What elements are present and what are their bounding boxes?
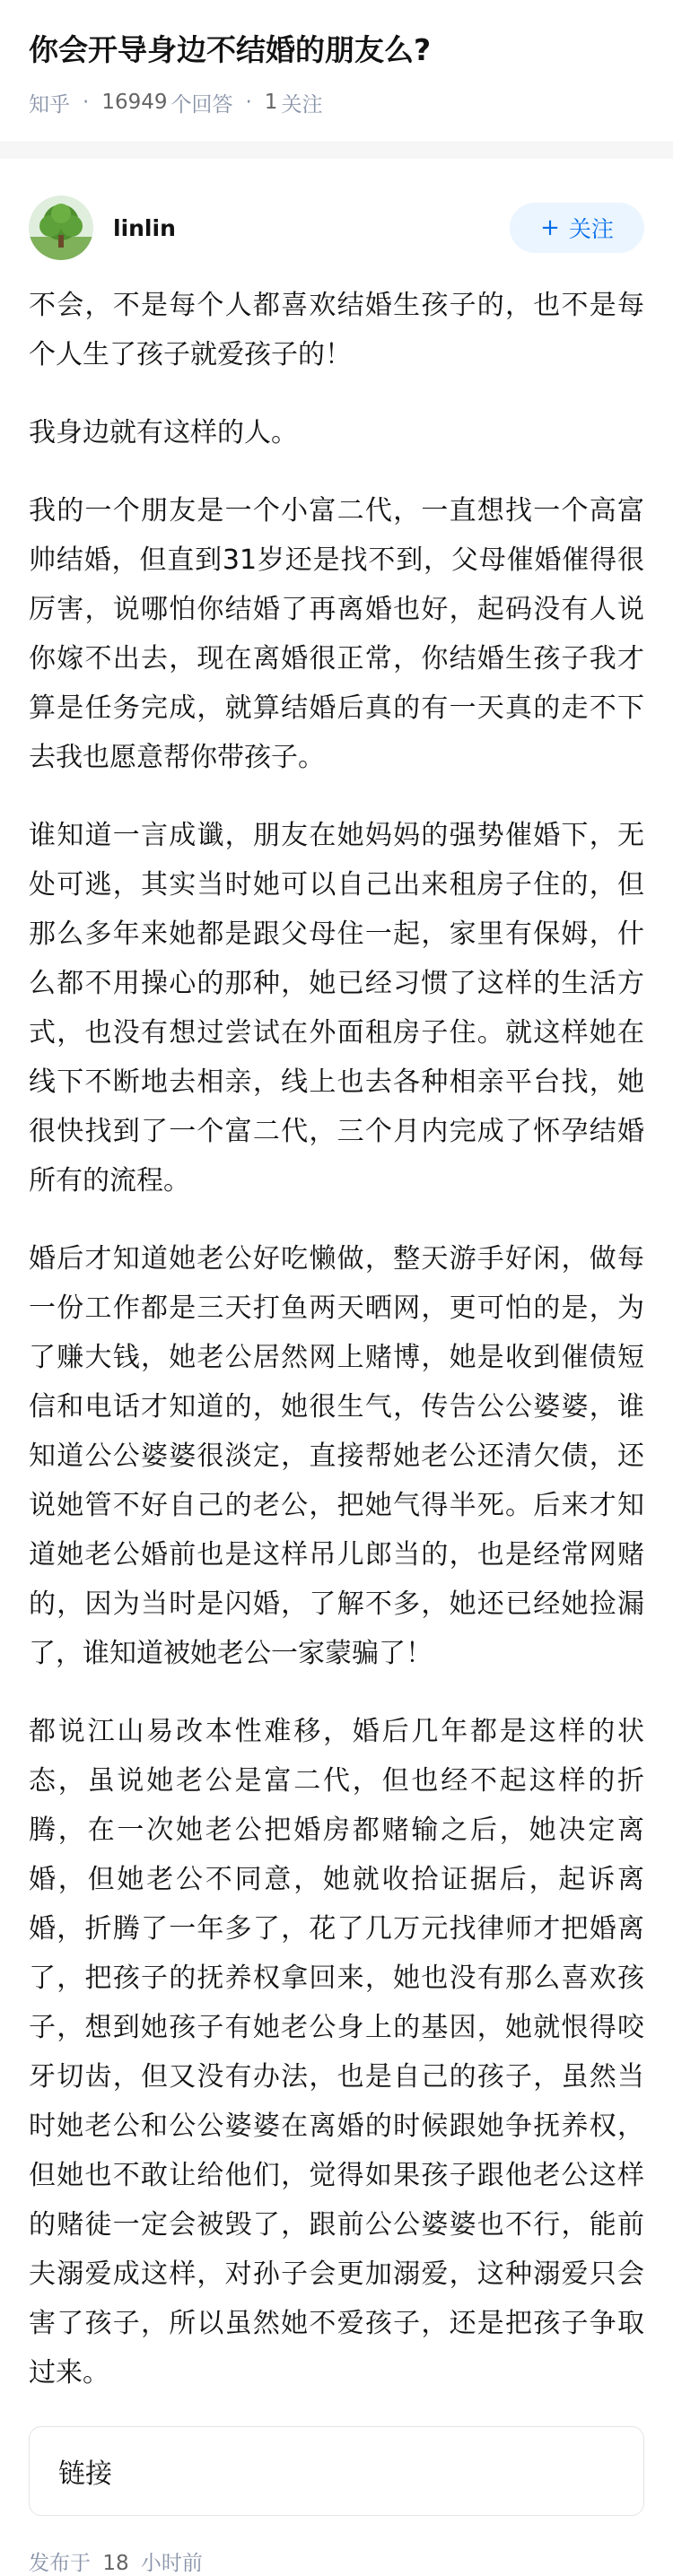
- answer-paragraph: 我的一个朋友是一个小富二代，一直想找一个高富帅结婚，但直到31岁还是找不到，父母催婚催得很厉害，说哪怕你结婚了再离婚也好，起码没有人说你嫁不出去，现在离婚很正常，你结婚生孩子我才算是任务完成，就算结婚后真的有一天真的走不下去我也愿意帮你带孩子。: [29, 495, 644, 773]
- avatar[interactable]: [29, 196, 93, 260]
- link-card-label: 链接: [58, 2459, 112, 2490]
- avatar-image: [29, 196, 93, 260]
- follow-count-label: 关注: [281, 92, 323, 117]
- meta-separator: ·: [83, 91, 90, 114]
- author-name[interactable]: linlin: [113, 214, 176, 241]
- publish-time: [29, 2546, 644, 2576]
- meta-separator: ·: [245, 91, 252, 114]
- answer-count: 16949: [101, 91, 168, 114]
- answer-paragraph: 婚后才知道她老公好吃懒做，整天游手好闲，做每一份工作都是三天打鱼两天晒网，更可怕的是，为了赚大钱，她老公居然网上赌博，她是收到催债短信和电话才知道的，她很生气，传告公公婆婆，谁知道公公婆婆很淡定，直接帮她老公还清欠债，还说她管不好自己的老公，把她气得半死。后来才知道她老公婚前也是这样吊儿郎当的，也是经常网赌的，因为当时是闪婚，了解不多，她还已经她捡漏了，谁知道被她老公一家蒙骗了！: [29, 1243, 644, 1669]
- question-meta: [29, 84, 644, 120]
- answer-paragraph: 谁知道一言成谶，朋友在她妈妈的强势催婚下，无处可逃，其实当时她可以自己出来租房子住的，但那么多年来她都是跟父母住一起，家里有保姆，什么都不用操心的那种，她已经习惯了这样的生活方式，也没有想过尝试在外面租房子住。就这样她在线下不断地去相亲，线上也去各种相亲平台找，她很快找到了一个富二代，三个月内完成了怀孕结婚所有的流程。: [29, 820, 644, 1197]
- question-title[interactable]: 你会开导身边不结婚的朋友么?: [29, 32, 432, 67]
- answer-content: [0, 281, 673, 2398]
- source-label[interactable]: 知乎: [29, 92, 70, 117]
- plus-icon: +: [540, 214, 560, 241]
- link-card[interactable]: [29, 2426, 644, 2516]
- follow-button[interactable]: [510, 203, 644, 253]
- answer-paragraph: 不会，不是每个人都喜欢结婚生孩子的，也不是每个人生了孩子就爱孩子的！: [29, 290, 644, 370]
- follow-count: 1: [264, 91, 278, 114]
- publish-prefix: 发布于: [29, 2552, 91, 2575]
- section-divider: [0, 142, 673, 159]
- author-row: [0, 178, 673, 277]
- question-header: [0, 0, 673, 120]
- follow-button-label: 关注: [568, 216, 614, 242]
- publish-suffix: 小时前: [140, 2552, 203, 2575]
- answer-paragraph: 都说江山易改本性难移，婚后几年都是这样的状态，虽说她老公是富二代，但也经不起这样的折腾，在一次她老公把婚房都赌输之后，她决定离婚，但她老公不同意，她就收拾证据后，起诉离婚，折腾了一年多了，花了几万元找律师才把婚离了，把孩子的抚养权拿回来，她也没有那么喜欢孩子，想到她孩子有她老公身上的基因，她就恨得咬牙切齿，但又没有办法，也是自己的孩子，虽然当时她老公和公公婆婆在离婚的时候跟她争抚养权，但她也不敢让给他们，觉得如果孩子跟他老公这样的赌徒一定会被毁了，跟前公公婆婆也不行，能前夫溺爱成这样，对孙子会更加溺爱，这种溺爱只会害了孩子，所以虽然她不爱孩子，还是把孩子争取过来。: [29, 1716, 644, 2389]
- answer-count-label: 个回答: [170, 92, 233, 117]
- answer-paragraph: 我身边就有这样的人。: [29, 417, 298, 448]
- publish-hours: 18: [102, 2552, 129, 2575]
